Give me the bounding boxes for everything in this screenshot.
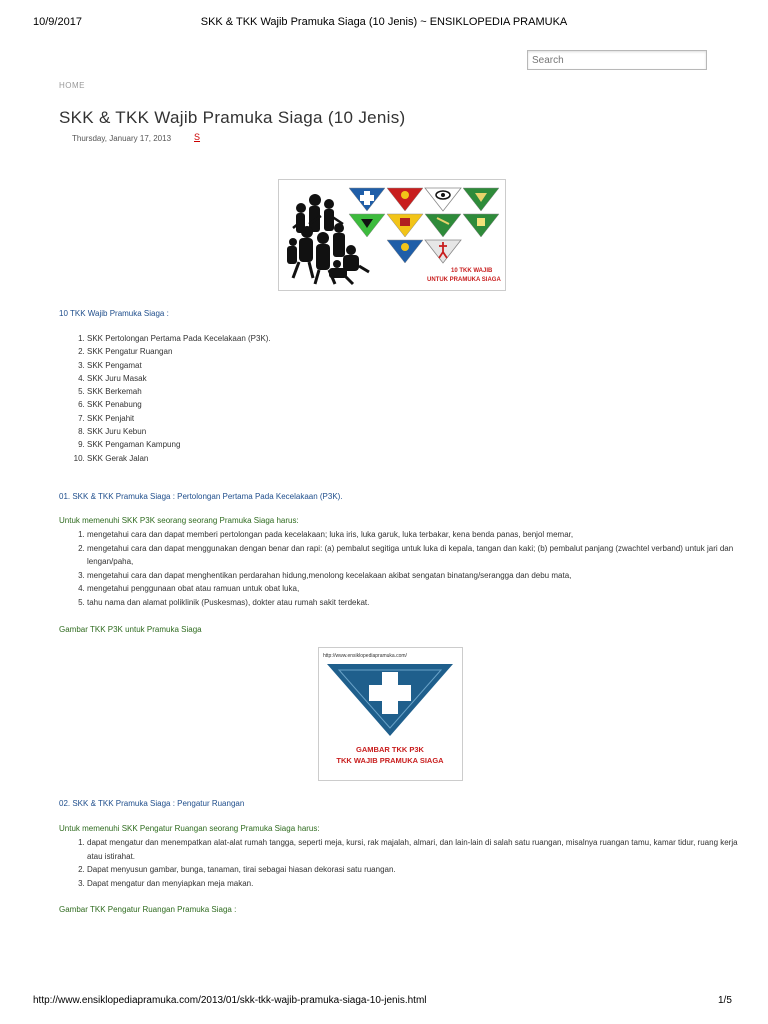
- list-item: 9. SKK Pengaman Kampung: [87, 438, 271, 451]
- home-link[interactable]: HOME: [59, 81, 85, 90]
- list-item: 5. tahu nama dan alamat poliklinik (Puskesmas), dokter atau rumah sakit terdekat.: [87, 596, 747, 610]
- scouts-silhouette: [287, 194, 369, 284]
- section-p3k-heading: 01. SKK & TKK Pramuka Siaga : Pertolongan Pertama Pada Kecelakaan (P3K).: [59, 492, 343, 501]
- tkk-badges-illustration: [279, 180, 505, 290]
- ruangan-requirements-list: [59, 836, 747, 890]
- p3k-caption-line2: TKK WAJIB PRAMUKA SIAGA: [336, 756, 444, 765]
- list-item: 6. SKK Penabung: [87, 398, 271, 411]
- post-title: SKK & TKK Wajib Pramuka Siaga (10 Jenis): [59, 108, 406, 127]
- section-ruangan-intro: Untuk memenuhi SKK Pengatur Ruangan seorang Pramuka Siaga harus:: [59, 824, 320, 833]
- badge-row-2: [349, 214, 499, 237]
- list-item: 3. SKK Pengamat: [87, 359, 271, 372]
- list-item: 4. mengetahui penggunaan obat atau ramuan untuk obat luka,: [87, 582, 747, 596]
- p3k-badge-image[interactable]: [318, 647, 463, 781]
- list-item: 4. SKK Juru Masak: [87, 372, 271, 385]
- tkk-list-heading: 10 TKK Wajib Pramuka Siaga :: [59, 309, 169, 318]
- list-item: 3. mengetahui cara dan dapat menghentikan perdarahan hidung,menolong kecelakaan akibat sengatan binatang/serangga dan debu mata,: [87, 569, 747, 583]
- tkk-list: [59, 332, 271, 465]
- list-item: 1. mengetahui cara dan dapat memberi pertolongan pada kecelakaan; luka iris, luka garuk, luka terbakar, kena benda panas, benjol memar,: [87, 528, 747, 542]
- list-item: 1. dapat mengatur dan menempatkan alat-alat rumah tangga, seperti meja, kursi, rak majalah, almari, dan lain-lain di salah satu ruangan, misalnya ruangan tamu, kamar tidur, ruang kerja atau istirahat.: [87, 836, 747, 863]
- print-header-title: SKK & TKK Wajib Pramuka Siaga (10 Jenis) ~ ENSIKLOPEDIA PRAMUKA: [200, 16, 568, 28]
- print-footer-url: http://www.ensiklopediapramuka.com/2013/01/skk-tkk-wajib-pramuka-siaga-10-jenis.html: [33, 995, 427, 1006]
- post-author-link[interactable]: S: [194, 132, 201, 142]
- section-p3k-intro: Untuk memenuhi SKK P3K seorang seorang Pramuka Siaga harus:: [59, 516, 299, 525]
- badge-row-1: [349, 188, 499, 211]
- list-item: 7. SKK Penjahit: [87, 412, 271, 425]
- p3k-requirements-list: [59, 528, 747, 609]
- list-item: 2. SKK Pengatur Ruangan: [87, 345, 271, 358]
- list-item: 1. SKK Pertolongan Pertama Pada Kecelakaan (P3K).: [87, 332, 271, 345]
- badge-row-3: [387, 240, 461, 263]
- image-caption-line2: UNTUK PRAMUKA SIAGA: [427, 277, 501, 283]
- p3k-gallery-label: Gambar TKK P3K untuk Pramuka Siaga: [59, 625, 202, 634]
- image-watermark-url: http://www.ensiklopediapramuka.com/: [323, 653, 407, 659]
- list-item: 8. SKK Juru Kebun: [87, 425, 271, 438]
- tkk-badges-image[interactable]: [278, 179, 506, 291]
- list-item: 2. mengetahui cara dan dapat menggunakan dengan benar dan rapi: (a) pembalut segitiga untuk luka di kepala, tangan dan kaki; (b) pembalut panjang (zwachtel verband) untuk jari dan lengan/paha,: [87, 542, 747, 569]
- list-item: 3. Dapat mengatur dan menyiapkan meja makan.: [87, 877, 747, 891]
- p3k-caption-line1: GAMBAR TKK P3K: [356, 745, 424, 754]
- image-caption-line1: 10 TKK WAJIB: [451, 268, 493, 274]
- list-item: 10. SKK Gerak Jalan: [87, 452, 271, 465]
- post-date: Thursday, January 17, 2013: [72, 134, 172, 143]
- print-date: 10/9/2017: [33, 16, 82, 28]
- ruangan-gallery-label: Gambar TKK Pengatur Ruangan Pramuka Siaga :: [59, 905, 237, 914]
- section-ruangan-heading: 02. SKK & TKK Pramuka Siaga : Pengatur Ruangan: [59, 799, 245, 808]
- p3k-badge-illustration: [319, 648, 462, 780]
- list-item: 5. SKK Berkemah: [87, 385, 271, 398]
- page-number: 1/5: [718, 995, 732, 1006]
- list-item: 2. Dapat menyusun gambar, bunga, tanaman, tirai sebagai hiasan dekorasi satu ruangan.: [87, 863, 747, 877]
- search-input[interactable]: [527, 50, 707, 70]
